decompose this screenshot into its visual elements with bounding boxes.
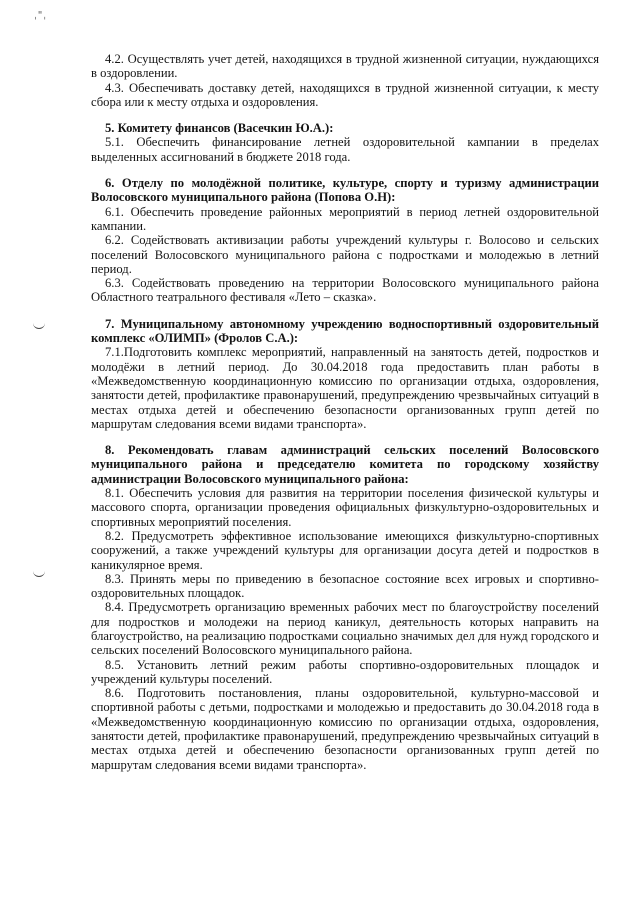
paragraph-8-3: 8.3. Принять меры по приведению в безопасное состояние всех игровых и спортивно-оздоровительных площадок.	[91, 571, 599, 601]
paragraph-8-2: 8.2. Предусмотреть эффективное использование имеющихся физкультурно-спортивных сооружений, а также учреждений культуры для организации досуга детей и подростков в каникулярное время.	[91, 528, 599, 572]
hole-punch-mark-top	[33, 322, 45, 329]
paragraph-8-1: 8.1. Обеспечить условия для развития на территории поселения физической культуры и массового спорта, организации проведения официальных физкультурно-оздоровительных и спортивных мероприятий поселения.	[91, 486, 599, 529]
paragraph-5-1: 5.1. Обеспечить финансирование летней оздоровительной кампании в пределах выделенных ассигнований в бюджете 2018 года.	[91, 135, 599, 164]
paragraph-8-4: 8.4. Предусмотреть организацию временных рабочих мест по благоустройству поселений для подростков и молодежи на период каникул, деятельность которых направить на благоустройство, на реализацию подростками социально значимых дел для нужд городского и сельских поселений Волосовского муниципального района.	[91, 600, 599, 658]
section-8-heading: 8. Рекомендовать главам администраций сельских поселений Волосовского муниципального района и председателю комитета по городскому хозяйству администрации Волосовского муниципального района:	[91, 443, 599, 486]
paragraph-7-1: 7.1.Подготовить комплекс мероприятий, направленный на занятость детей, подростков и молодёжи в летний период. До 30.04.2018 года предоставить план работы в «Межведомственную координационную комиссию по организации отдыха, оздоровления, занятости детей, профилактике правонарушений, предупреждению чрезвычайных ситуаций в местах отдыха детей и обеспечению безопасности организованных групп детей по маршрутам следования всеми видами транспорта».	[91, 345, 599, 431]
paragraph-4-3: 4.3. Обеспечивать доставку детей, находящихся в трудной жизненной ситуации, к месту сбора или к месту отдыха и оздоровления.	[91, 80, 599, 109]
paragraph-6-3: 6.3. Содействовать проведению на территории Волосовского муниципального района Областного театрального фестиваля «Лето – сказка».	[91, 276, 599, 305]
document-body	[91, 52, 599, 772]
paragraph-6-1: 6.1. Обеспечить проведение районных мероприятий в период летней оздоровительной кампании.	[91, 204, 599, 233]
paragraph-6-2: 6.2. Содействовать активизации работы учреждений культуры г. Волосово и сельских поселений Волосовского муниципального района с подростками и молодежью в летний период.	[91, 233, 599, 276]
scan-mark: ˌ"ˌ	[34, 10, 48, 21]
paragraph-4-2: 4.2. Осуществлять учет детей, находящихся в трудной жизненной ситуации, нуждающихся в оздоровлении.	[91, 52, 599, 81]
section-6-heading: 6. Отделу по молодёжной политике, культуре, спорту и туризму администрации Волосовского муниципального района (Попова О.Н):	[91, 176, 599, 205]
section-5-heading: 5. Комитету финансов (Васечкин Ю.А.):	[105, 121, 334, 136]
paragraph-8-6: 8.6. Подготовить постановления, планы оздоровительной, культурно-массовой и спортивной работы с детьми, подростками и молодежью и предоставить до 30.04.2018 года в «Межведомственную координационную комиссию по организации отдыха, оздоровления, занятости детей, профилактике правонарушений, предупреждению чрезвычайных ситуаций в местах отдыха детей и обеспечению безопасности организованных групп детей по маршрутам следования всеми видами транспорта».	[91, 686, 599, 772]
hole-punch-mark-bottom	[33, 570, 45, 577]
section-7-heading: 7. Муниципальному автономному учреждению водноспортивный оздоровительный комплекс «ОЛИМП» (Фролов С.А.):	[91, 316, 599, 346]
paragraph-8-5: 8.5. Установить летний режим работы спортивно-оздоровительных площадок и учреждений культуры поселений.	[91, 657, 599, 686]
